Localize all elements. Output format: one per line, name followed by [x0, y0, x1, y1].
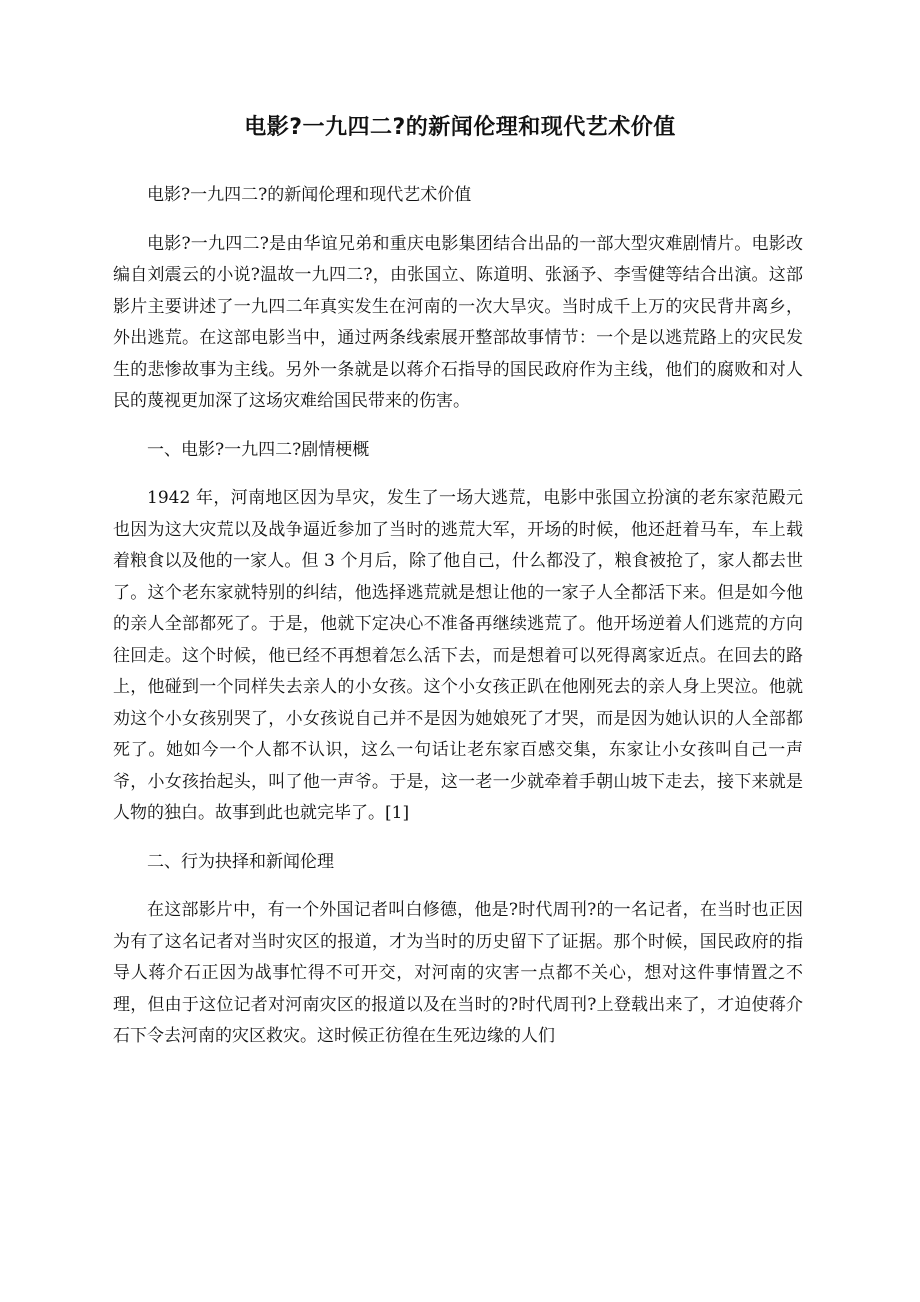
paragraph-plot: 1942 年，河南地区因为旱灾，发生了一场大逃荒，电影中张国立扮演的老东家范殿元也因为这大灾荒以及战争逼近参加了当时的逃荒大军，开场的时候，他还赶着马车，车上载着粮食以及他的一家人。但 3 个月后，除了他自己，什么都没了，粮食被抢了，家人都去世了。这个老东家就特别的纠结，他选择逃荒就是想让他的一家子人全都活下来。但是如今他的亲人全部都死了。于是，他就下定决心不准备再继续逃荒了。他开场逆着人们逃荒的方向往回走。这个时候，他已经不再想着怎么活下去，而是想着可以死得离家近点。在回去的路上，他碰到一个同样失去亲人的小女孩。这个小女孩正趴在他刚死去的亲人身上哭泣。他就劝这个小女孩别哭了，小女孩说自己并不是因为她娘死了才哭，而是因为她认识的人全部都死了。她如今一个人都不认识，这么一句话让老东家百感交集，东家让小女孩叫自己一声爷，小女孩抬起头，叫了他一声爷。于是，这一老一少就牵着手朝山坡下走去，接下来就是人物的独白。故事到此也就完毕了。[1]: [113, 488, 803, 823]
document-body: [113, 180, 803, 1070]
paragraph-intro: 电影?一九四二?是由华谊兄弟和重庆电影集团结合出品的一部大型灾难剧情片。电影改编自刘震云的小说?温故一九四二?，由张国立、陈道明、张涵予、李雪健等结合出演。这部影片主要讲述了一九四二年真实发生在河南的一次大旱灾。当时成千上万的灾民背井离乡，外出逃荒。在这部电影当中，通过两条线索展开整部故事情节：一个是以逃荒路上的灾民发生的悲惨故事为主线。另外一条就是以蒋介石指导的国民政府作为主线，他们的腐败和对人民的蔑视更加深了这场灾难给国民带来的伤害。: [113, 233, 803, 411]
section-heading-ethics: 二、行为抉择和新闻伦理: [147, 851, 334, 872]
document-title: 电影?一九四二?的新闻伦理和现代艺术价值: [244, 115, 676, 140]
paragraph-ethics: 在这部影片中，有一个外国记者叫白修德，他是?时代周刊?的一名记者，在当时也正因为有了这名记者对当时灾区的报道，才为当时的历史留下了证据。那个时候，国民政府的指导人蒋介石正因为战事忙得不可开交，对河南的灾害一点都不关心，想对这件事情置之不理，但由于这位记者对河南灾区的报道以及在当时的?时代周刊?上登载出来了，才迫使蒋介石下令去河南的灾区救灾。这时候正彷徨在生死边缘的人们: [113, 900, 803, 1046]
document-subtitle: 电影?一九四二?的新闻伦理和现代艺术价值: [147, 185, 472, 205]
section-heading-plot: 一、电影?一九四二?剧情梗概: [147, 439, 370, 460]
